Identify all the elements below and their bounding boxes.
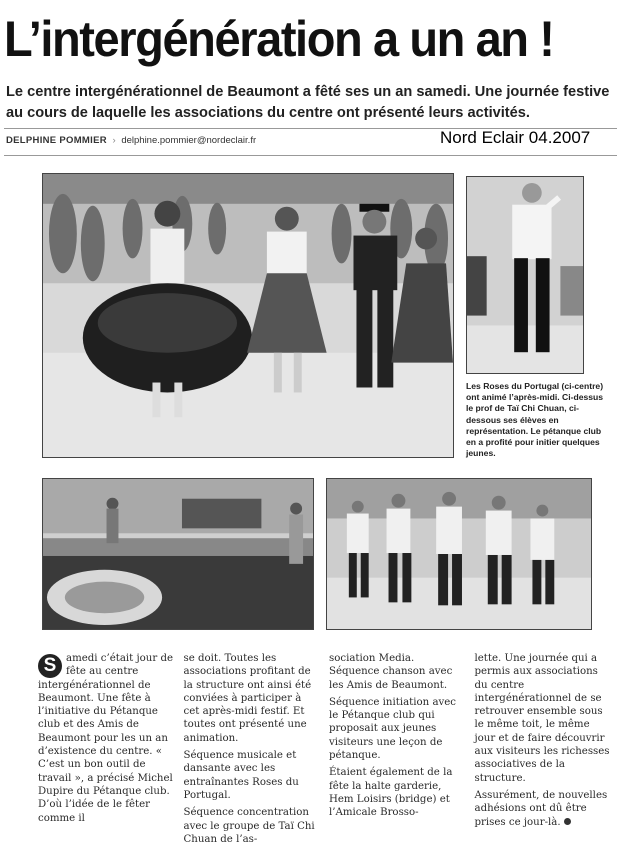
article-paragraph: Étaient également de la fête la halte garderie, Hem Loisirs (bridge) et l’Amicale Brosso- (329, 767, 453, 819)
divider (4, 155, 617, 156)
photo-caption: Les Roses du Portugal (ci-centre) ont animé l’après-midi. Ci-dessus le prof de Taï Chi Chuan, ci-dessous ses élèves en représentation. Le pétanque club en a profité pour initier quelques jeunes. (466, 381, 604, 459)
article-paragraph: Séquence musicale et dansante avec les entraînantes Roses du Portugal. (183, 750, 299, 801)
article-column-3 (329, 652, 465, 819)
tai-chi-students-photo (326, 478, 592, 630)
headline: L’intergénération a un an ! (4, 11, 554, 67)
article-column-4 (474, 652, 611, 828)
article-text: Assurément, de nouvelles adhésions ont dû être prises ce jour-là. (474, 789, 608, 828)
article-paragraph: Séquence initiation avec le Pétanque club qui proposait aux jeunes visiteurs une leçon de pétanque. (329, 696, 457, 762)
end-mark-icon (564, 818, 571, 825)
byline-author: DELPHINE POMMIER (6, 135, 107, 146)
article-text: amedi c’était jour de fête au centre intergénérationnel de Beaumont. Une fête à l’initiative du Pétanque club et des Amis de Beaumont pour les un an d’existence du centre. « C’est un bon outil de travail », a précisé Michel Dupire du Pétanque club. D’où l’idée de le fêter comme il (38, 653, 174, 824)
article-paragraph: sociation Media. Séquence chanson avec les Amis de Beaumont. (329, 653, 453, 691)
article-column-2 (183, 652, 320, 845)
source-label: Nord Eclair 04.2007 (440, 128, 591, 147)
byline-email: delphine.pommier@nordeclair.fr (121, 135, 257, 146)
folk-dance-photo (42, 173, 454, 458)
article-paragraph: lette. Une journée qui a permis aux associations du centre intergénérationnel de se retrouver ensemble sous le même toit, le même jour et de faire découvrir aux visiteurs les richesses associatives de la structure. (474, 653, 610, 784)
article-column-1 (38, 652, 174, 824)
byline (6, 135, 256, 146)
article-paragraph: se doit. Toutes les associations profitant de la structure ont ainsi été conviées à participer à cet après-midi festif. Et toutes ont présenté une animation. (183, 653, 312, 744)
article-body (38, 652, 610, 845)
article-paragraph: Séquence concentration avec le groupe de Taï Chi Chuan de l’as- (183, 807, 315, 845)
article-paragraph (475, 789, 611, 829)
petanque-photo (42, 478, 314, 630)
byline-separator: › (112, 135, 116, 146)
drop-cap: S (38, 654, 62, 678)
article-paragraph (38, 652, 174, 825)
tai-chi-teacher-photo (466, 176, 584, 374)
standfirst: Le centre intergénérationnel de Beaumont a fêté ses un an samedi. Une journée festive au cours de laquelle les associations du centre ont présenté leurs activités. (6, 84, 610, 121)
